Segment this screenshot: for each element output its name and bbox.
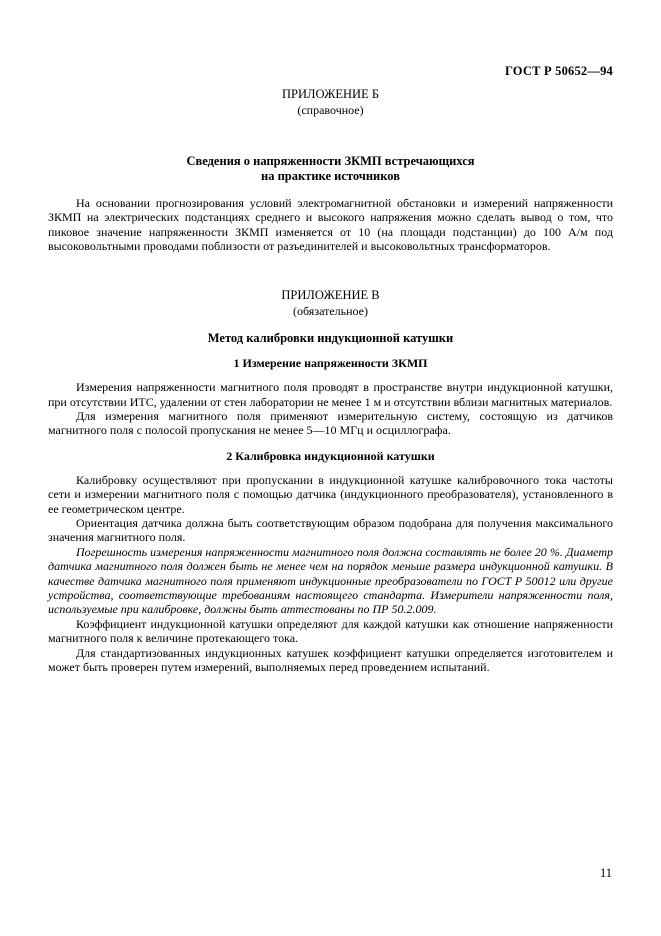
appendix-v-label: ПРИЛОЖЕНИЕ В xyxy=(281,287,380,302)
appendix-v-title: Метод калибровки индукционной катушки xyxy=(207,330,454,345)
section-2-paragraph: Калибровку осуществляют при пропускании в индукционной катушке калибровочного тока частоты сети и измерении магнитного поля с помощью датчика (индукционного преобразователя), установленного в ее геометрическом центре. xyxy=(48,472,613,516)
section-2-paragraph-note: Погрешность измерения напряженности магнитного поля должна составлять не более 20 %. Диаметр датчика магнитного поля должен быть не менее чем на порядок меньше размера индукционной катушки. В качестве датчика магнитного поля применяют индукционные преобразователи по ГОСТ Р 50012 или другие устройства, соответствующие требованиям настоящего стандарта. Измерители напряженности поля, используемые при калибровке, должны быть аттестованы по ПР 50.2.009. xyxy=(48,544,613,617)
appendix-b-title-line1: Сведения о напряженности ЗКМП встречающихся xyxy=(186,154,475,168)
document-number: ГОСТ Р 50652—94 xyxy=(504,64,613,78)
document-page xyxy=(48,0,613,674)
section-2-heading: 2 Калибровка индукционной катушки xyxy=(226,448,435,463)
appendix-b-type: (справочное) xyxy=(297,103,364,117)
section-2-paragraph: Для стандартизованных индукционных катушек коэффициент катушки определяется изготовителем и может быть проверен путем измерений, выполняемых перед проведением испытаний. xyxy=(48,645,613,675)
appendix-b-label: ПРИЛОЖЕНИЕ Б xyxy=(281,87,380,101)
page-number: 11 xyxy=(599,866,612,880)
section-1-heading: 1 Измерение напряженности ЗКМП xyxy=(233,356,428,371)
section-2-paragraph: Ориентация датчика должна быть соответствующим образом подобрана для получения максимального значения магнитного поля. xyxy=(48,515,613,545)
section-1-paragraph: Измерения напряженности магнитного поля проводят в пространстве внутри индукционной катушки, при отсутствии ИТС, удалении от стен лаборатории не менее 1 м и отсутствии вблизи магнитных материалов. xyxy=(48,380,613,409)
appendix-b-paragraph: На основании прогнозирования условий электромагнитной обстановки и измерений напряженности ЗКМП на электрических подстанциях среднего и высокого напряжения можно сделать вывод о том, что пиковое значение напряженности ЗКМП изменяется от 10 (на площади подстанции) до 100 А/м под высоковольтными проводами поблизости от разъединителей и высоковольтных трансформаторов. xyxy=(48,196,613,254)
appendix-v-type: (обязательное) xyxy=(293,303,368,318)
appendix-b-title xyxy=(48,154,613,183)
appendix-b-title-line2: на практике источников xyxy=(261,168,400,183)
section-1-paragraph: Для измерения магнитного поля применяют измерительную систему, состоящую из датчиков магнитного поля с полосой пропускания не менее 5—10 МГц и осциллографа. xyxy=(48,408,613,438)
section-2-paragraph: Коэффициент индукционной катушки определяют для каждой катушки как отношение напряженности магнитного поля к величине протекающего тока. xyxy=(48,616,613,646)
